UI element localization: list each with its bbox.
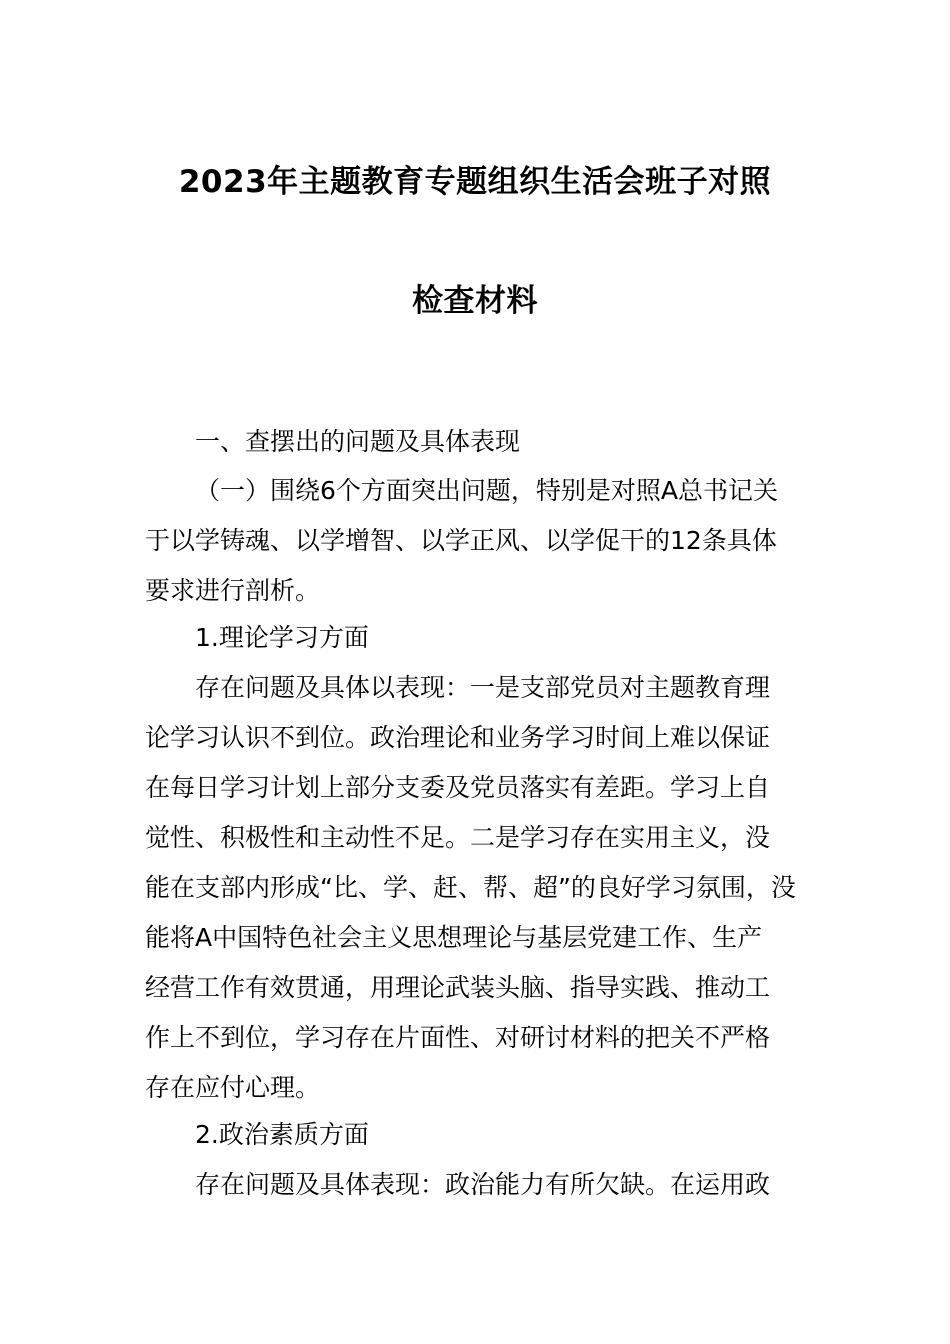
paragraph-line: 存在应付心理。 (145, 1073, 321, 1102)
paragraph-line: 于以学铸魂、以学增智、以学正风、以学促干的12条具体 (145, 526, 777, 555)
item-2-title: 2.政治素质方面 (195, 1120, 369, 1149)
paragraph-line: 存在问题及具体表现：政治能力有所欠缺。在运用政 (195, 1170, 771, 1199)
paragraph-line: 经营工作有效贯通，用理论武装头脑、指导实践、推动工 (145, 973, 771, 1002)
paragraph-line: 在每日学习计划上部分支委及党员落实有差距。学习上自 (145, 773, 771, 802)
paragraph-line: 作上不到位，学习存在片面性、对研讨材料的把关不严格 (145, 1023, 771, 1052)
section-heading-text: 一、查摆出的问题及具体表现 (195, 427, 521, 456)
paragraph-line: （一）围绕6个方面突出问题，特别是对照A总书记关 (195, 476, 779, 505)
subsection-paragraph (145, 466, 810, 616)
paragraph-line: 论学习认识不到位。政治理论和业务学习时间上难以保证 (145, 723, 771, 752)
paragraph-line: 觉性、积极性和主动性不足。二是学习存在实用主义，没 (145, 823, 771, 852)
paragraph-line: 存在问题及具体以表现：一是支部党员对主题教育理 (195, 673, 771, 702)
document-title-line-1: 2023年主题教育专题组织生活会班子对照 (178, 164, 772, 200)
item-1-heading (145, 613, 810, 663)
item-2-heading (145, 1110, 810, 1160)
section-heading (145, 417, 810, 467)
document-title-line-2: 检查材料 (412, 283, 538, 319)
paragraph-line: 要求进行剖析。 (145, 576, 321, 605)
paragraph-line: 能在支部内形成“比、学、赶、帮、超”的良好学习氛围，没 (145, 873, 796, 902)
item-1-title: 1.理论学习方面 (195, 623, 369, 652)
item-2-paragraph (145, 1160, 810, 1210)
item-1-paragraph (145, 663, 810, 1113)
paragraph-line: 能将A中国特色社会主义思想理论与基层党建工作、生产 (145, 923, 763, 952)
